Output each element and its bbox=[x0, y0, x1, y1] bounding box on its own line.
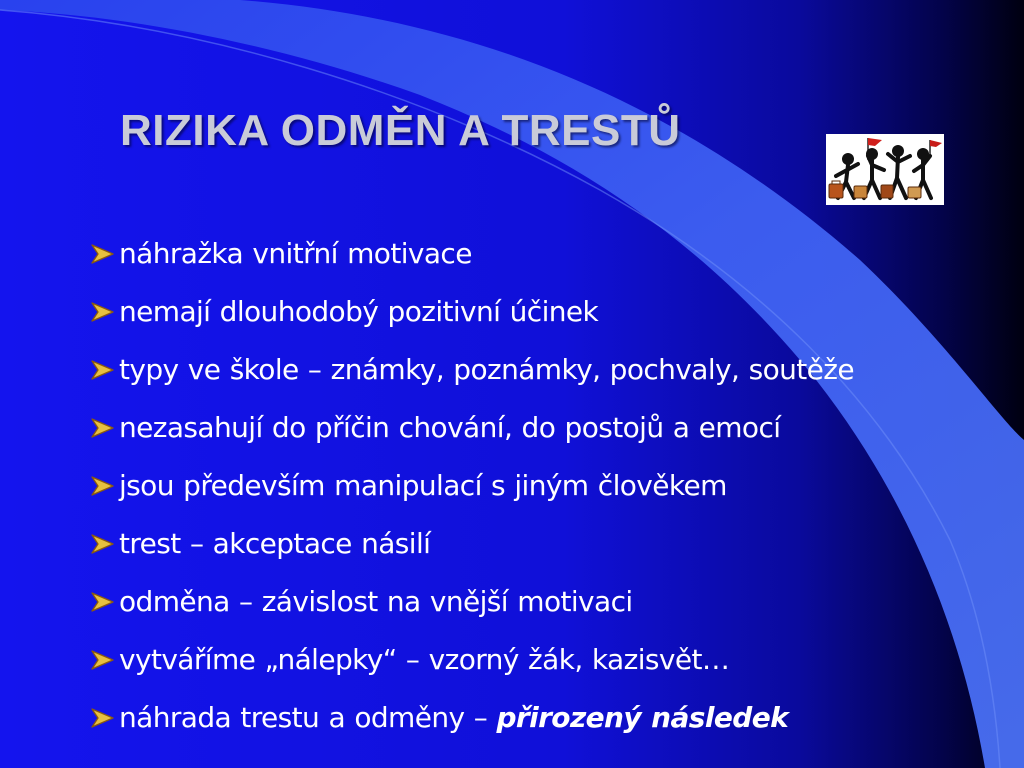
bullet-item bbox=[90, 578, 930, 625]
bullet-text: náhrada trestu a odměny – bbox=[119, 701, 497, 734]
arrow-bullet-icon bbox=[90, 359, 116, 381]
arrow-bullet-icon bbox=[90, 301, 116, 323]
bullet-text: jsou především manipulací s jiným člověkem bbox=[119, 469, 727, 502]
people-with-flags-and-suitcases-clipart bbox=[826, 134, 944, 205]
slide-title: RIZIKA ODMĚN A TRESTŮ bbox=[120, 106, 681, 155]
bullet-item bbox=[90, 694, 930, 741]
arrow-bullet-icon bbox=[90, 243, 116, 265]
arrow-bullet-icon bbox=[90, 417, 116, 439]
bullet-text: vytváříme „nálepky“ – vzorný žák, kazisvět… bbox=[119, 643, 730, 676]
bullet-item bbox=[90, 636, 930, 683]
bullet-list bbox=[90, 230, 930, 752]
arrow-bullet-icon bbox=[90, 707, 116, 729]
bullet-item bbox=[90, 520, 930, 567]
bullet-item bbox=[90, 404, 930, 451]
bullet-item bbox=[90, 462, 930, 509]
bullet-text: odměna – závislost na vnější motivaci bbox=[119, 585, 633, 618]
bullet-text: nezasahují do příčin chování, do postojů a emocí bbox=[119, 411, 781, 444]
bullet-item bbox=[90, 230, 930, 277]
bullet-emphasis-text: přirozený následek bbox=[496, 701, 789, 734]
bullet-text: náhražka vnitřní motivace bbox=[119, 237, 472, 270]
arrow-bullet-icon bbox=[90, 591, 116, 613]
arrow-bullet-icon bbox=[90, 475, 116, 497]
bullet-text: trest – akceptace násilí bbox=[119, 527, 431, 560]
bullet-item bbox=[90, 288, 930, 335]
bullet-text: typy ve škole – známky, poznámky, pochvaly, soutěže bbox=[119, 353, 854, 386]
bullet-text: nemají dlouhodobý pozitivní účinek bbox=[119, 295, 599, 328]
bullet-item bbox=[90, 346, 930, 393]
arrow-bullet-icon bbox=[90, 533, 116, 555]
arrow-bullet-icon bbox=[90, 649, 116, 671]
